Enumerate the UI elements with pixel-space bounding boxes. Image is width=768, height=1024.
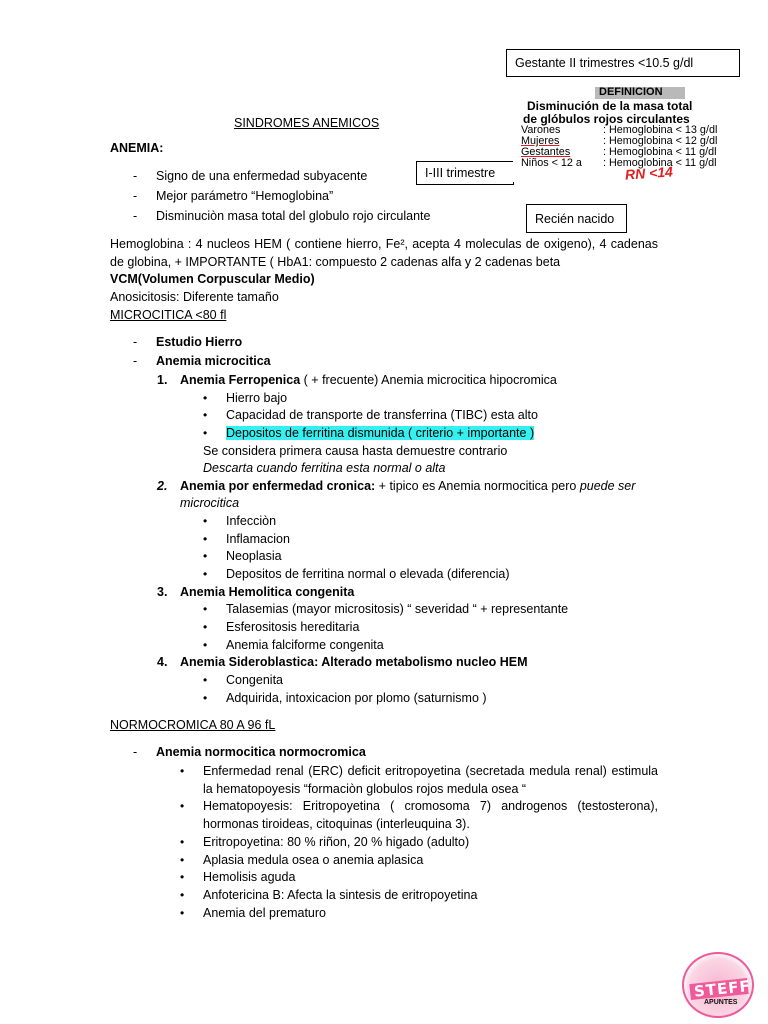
note-box-gestante-text: Gestante II trimestres <10.5 g/dl xyxy=(515,56,694,70)
bullet-marker: • xyxy=(203,620,208,634)
highlighted-text: Depositos de ferritina dismunida ( criterio + importante ) xyxy=(226,426,535,440)
vcm-line: VCM(Volumen Corpuscular Medio) xyxy=(110,272,315,286)
bullet-marker: • xyxy=(180,764,185,778)
bullet-marker: • xyxy=(203,602,208,616)
ferropenica-bullet-highlighted xyxy=(226,425,534,443)
hemolitica-bullet: Anemia falciforme congenita xyxy=(226,638,384,652)
dash-marker: - xyxy=(133,169,138,183)
note-box-trimestre-text: I-III trimestre xyxy=(425,166,496,180)
note-box-trimestre xyxy=(416,161,514,185)
bullet-marker: • xyxy=(180,870,185,884)
dash-marker: - xyxy=(133,354,138,368)
cronica-line-2: microcitica xyxy=(180,496,240,510)
bullet-marker: • xyxy=(203,549,208,563)
definition-value: : Hemoglobina < 11 g/dl xyxy=(603,146,717,158)
bullet-marker: • xyxy=(180,853,185,867)
dash-marker: - xyxy=(133,745,138,759)
normo-bullet: Anemia del prematuro xyxy=(203,906,326,920)
definition-line-2: de glóbulos rojos circulantes xyxy=(523,112,690,126)
definition-value: : Hemoglobina < 12 g/dl xyxy=(603,135,718,147)
cronica-label: Anemia por enfermedad cronica: xyxy=(180,479,376,493)
ferropenica-extra: Se considera primera causa hasta demuestre contrario xyxy=(203,444,508,458)
normo-bullet: Anfotericina B: Afecta la sintesis de eritropoyetina xyxy=(203,888,478,902)
ferropenica-note: ( + frecuente) Anemia microcitica hipocromica xyxy=(300,373,557,387)
normocromica-heading: NORMOCROMICA 80 A 96 fL xyxy=(110,718,276,732)
hemolitica-bullet: Esferositosis hereditaria xyxy=(226,620,360,634)
definition-group: Niños < 12 a xyxy=(521,157,582,169)
ferropenica-line xyxy=(180,372,557,390)
normo-bullet: Eritropoyetina: 80 % riñon, 20 % higado (adulto) xyxy=(203,835,470,849)
bullet-marker: • xyxy=(203,638,208,652)
bullet-marker: • xyxy=(203,567,208,581)
normo-bullet: Enfermedad renal (ERC) deficit eritropoyetina (secretada medula renal) estimula la hematopoyesis “formaciòn globulos rojos medula osea “ xyxy=(203,764,658,796)
bullet-marker: • xyxy=(203,532,208,546)
normo-bullet: Hemolisis aguda xyxy=(203,870,296,884)
bullet-marker: • xyxy=(203,514,208,528)
hemolitica-bullet: Talasemias (mayor micrositosis) “ severidad “ + representante xyxy=(226,602,569,616)
bullet-marker: • xyxy=(203,426,208,440)
bullet-marker: • xyxy=(203,391,208,405)
sideroblastica-label: Anemia Sideroblastica: Alterado metabolismo nucleo HEM xyxy=(180,655,528,669)
cronica-note-italic: puede ser xyxy=(579,479,636,493)
sideroblastica-bullet: Adquirida, intoxicacion por plomo (saturnismo ) xyxy=(226,691,487,705)
note-box-recien-nacido xyxy=(526,204,627,233)
definition-group: Varones xyxy=(521,124,561,136)
note-box-recien-text: Recién nacido xyxy=(535,211,615,226)
hemoglobina-text: Hemoglobina : 4 nucleos HEM ( contiene hierro, Fe², acepta 4 moleculas de oxigeno), 4 cadenas de globina, + IMPORTANTE ( HbA1: compuesto 2 cadenas alfa y 2 cadenas beta xyxy=(110,237,658,269)
logo-subtext: APUNTES xyxy=(704,999,738,1006)
ferropenica-extra-italic: Descarta cuando ferritina esta normal o alta xyxy=(203,461,446,475)
bullet-marker: • xyxy=(180,835,185,849)
cronica-bullet: Neoplasia xyxy=(226,549,282,563)
micro-item: Anemia microcitica xyxy=(156,354,271,368)
micro-item: Estudio Hierro xyxy=(156,335,243,349)
definition-value: : Hemoglobina < 11 g/dl xyxy=(603,157,717,169)
definition-group: Mujeres xyxy=(521,135,560,147)
definition-line-1: Disminución de la masa total xyxy=(527,99,693,113)
microcitica-heading: MICROCITICA <80 fl xyxy=(110,308,227,322)
bullet-marker: • xyxy=(203,673,208,687)
cronica-note: + tipico es Anemia normocitica pero xyxy=(375,479,580,493)
note-box-gestante xyxy=(506,49,740,77)
dash-marker: - xyxy=(133,209,138,223)
definition-image xyxy=(513,84,753,182)
anosicitosis-line: Anosicitosis: Diferente tamaño xyxy=(110,290,279,304)
bullet-marker: • xyxy=(180,799,185,813)
anemia-item: Mejor parámetro “Hemoglobina” xyxy=(156,189,334,203)
ferropenica-bullet: Capacidad de transporte de transferrina (TIBC) esta alto xyxy=(226,408,538,422)
cronica-bullet: Infecciòn xyxy=(226,514,277,528)
dash-marker: - xyxy=(133,189,138,203)
anemia-item: Disminuciòn masa total del globulo rojo circulante xyxy=(156,209,431,223)
normo-bullet: Aplasia medula osea o anemia aplasica xyxy=(203,853,424,867)
bullet-marker: • xyxy=(203,408,208,422)
bullet-marker: • xyxy=(180,906,185,920)
cronica-bullet: Depositos de ferritina normal o elevada (diferencia) xyxy=(226,567,510,581)
bullet-marker: • xyxy=(180,888,185,902)
definition-group: Gestantes xyxy=(521,146,571,158)
cronica-bullet: Inflamacion xyxy=(226,532,290,546)
normo-item: Anemia normocitica normocromica xyxy=(156,745,366,759)
cronica-line xyxy=(180,478,635,496)
handwritten-annotation: RN <14 xyxy=(624,163,674,183)
normo-bullet: Hematopoyesis: Eritropoyetina ( cromosoma 7) androgenos (testosterona), hormonas tiroideas, citoquinas (interleuquina 3). xyxy=(203,799,658,831)
dash-marker: - xyxy=(133,335,138,349)
hemoglobina-paragraph xyxy=(110,236,658,271)
definition-row xyxy=(521,157,717,169)
list-number: 1. xyxy=(157,373,168,387)
definition-header: DEFINICION xyxy=(599,86,663,98)
bullet-marker: • xyxy=(203,691,208,705)
anemia-item: Signo de una enfermedad subyacente xyxy=(156,169,368,183)
steff-logo xyxy=(682,952,754,1018)
list-number: 3. xyxy=(157,585,168,599)
ferropenica-label: Anemia Ferropenica xyxy=(180,373,301,387)
list-number: 4. xyxy=(157,655,168,669)
sideroblastica-bullet: Congenita xyxy=(226,673,283,687)
definition-value: : Hemoglobina < 13 g/dl xyxy=(603,124,718,136)
hemolitica-label: Anemia Hemolitica congenita xyxy=(180,585,355,599)
ferropenica-bullet: Hierro bajo xyxy=(226,391,288,405)
page-title: SINDROMES ANEMICOS xyxy=(234,116,380,130)
list-number: 2. xyxy=(157,479,168,493)
logo-text: STEFF xyxy=(693,976,752,1001)
anemia-heading: ANEMIA: xyxy=(110,141,164,155)
